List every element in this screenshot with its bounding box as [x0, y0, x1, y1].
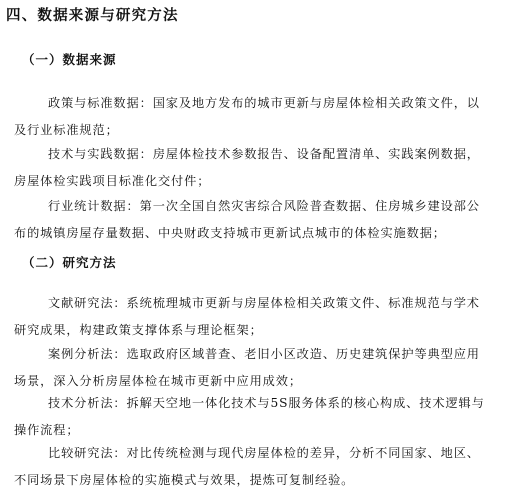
paragraph-line: 案例分析法：选取政府区域普查、老旧小区改造、历史建筑保护等典型应用 [48, 347, 480, 361]
paragraph-line: 技术分析法：拆解天空地一体化技术与5S服务体系的核心构成、技术逻辑与 [48, 396, 485, 410]
paragraph-policy-data [14, 90, 484, 143]
paragraph-line: 房屋体检实践项目标准化交付件； [14, 173, 211, 188]
paragraph-comparative-method [14, 440, 484, 493]
paragraph-line: 文献研究法：系统梳理城市更新与房屋体检相关政策文件、标准规范与学术 [48, 296, 480, 310]
paragraph-line: 研究成果，构建政策支撑体系与理论框架； [14, 322, 263, 337]
paragraph-technical-method [14, 390, 484, 443]
paragraph-line: 布的城镇房屋存量数据、中央财政支持城市更新试点城市的体检实施数据； [14, 225, 446, 240]
paragraph-line: 技术与实践数据：房屋体检技术参数报告、设备配置清单、实践案例数据， [48, 147, 480, 161]
paragraph-line: 及行业标准规范； [14, 122, 119, 137]
paragraph-case-method [14, 341, 484, 394]
paragraph-line: 政策与标准数据：国家及地方发布的城市更新与房屋体检相关政策文件，以 [48, 96, 480, 110]
paragraph-line: 场景，深入分析房屋体检在城市更新中应用成效； [14, 373, 302, 388]
paragraph-line: 行业统计数据：第一次全国自然灾害综合风险普查数据、住房城乡建设部公 [48, 199, 480, 213]
paragraph-technical-data [14, 141, 484, 194]
paragraph-literature-method [14, 290, 484, 343]
paragraph-line: 比较研究法：对比传统检测与现代房屋体检的差异，分析不同国家、地区、 [48, 446, 480, 460]
section-title: 四、数据来源与研究方法 [6, 7, 179, 24]
paragraph-line: 操作流程； [14, 422, 80, 437]
research-methods-subtitle: （二）研究方法 [22, 255, 117, 270]
paragraph-line: 不同场景下房屋体检的实施模式与效果，提炼可复制经验。 [14, 472, 355, 487]
data-sources-subtitle: （一）数据来源 [22, 52, 117, 67]
paragraph-statistics-data [14, 193, 484, 246]
